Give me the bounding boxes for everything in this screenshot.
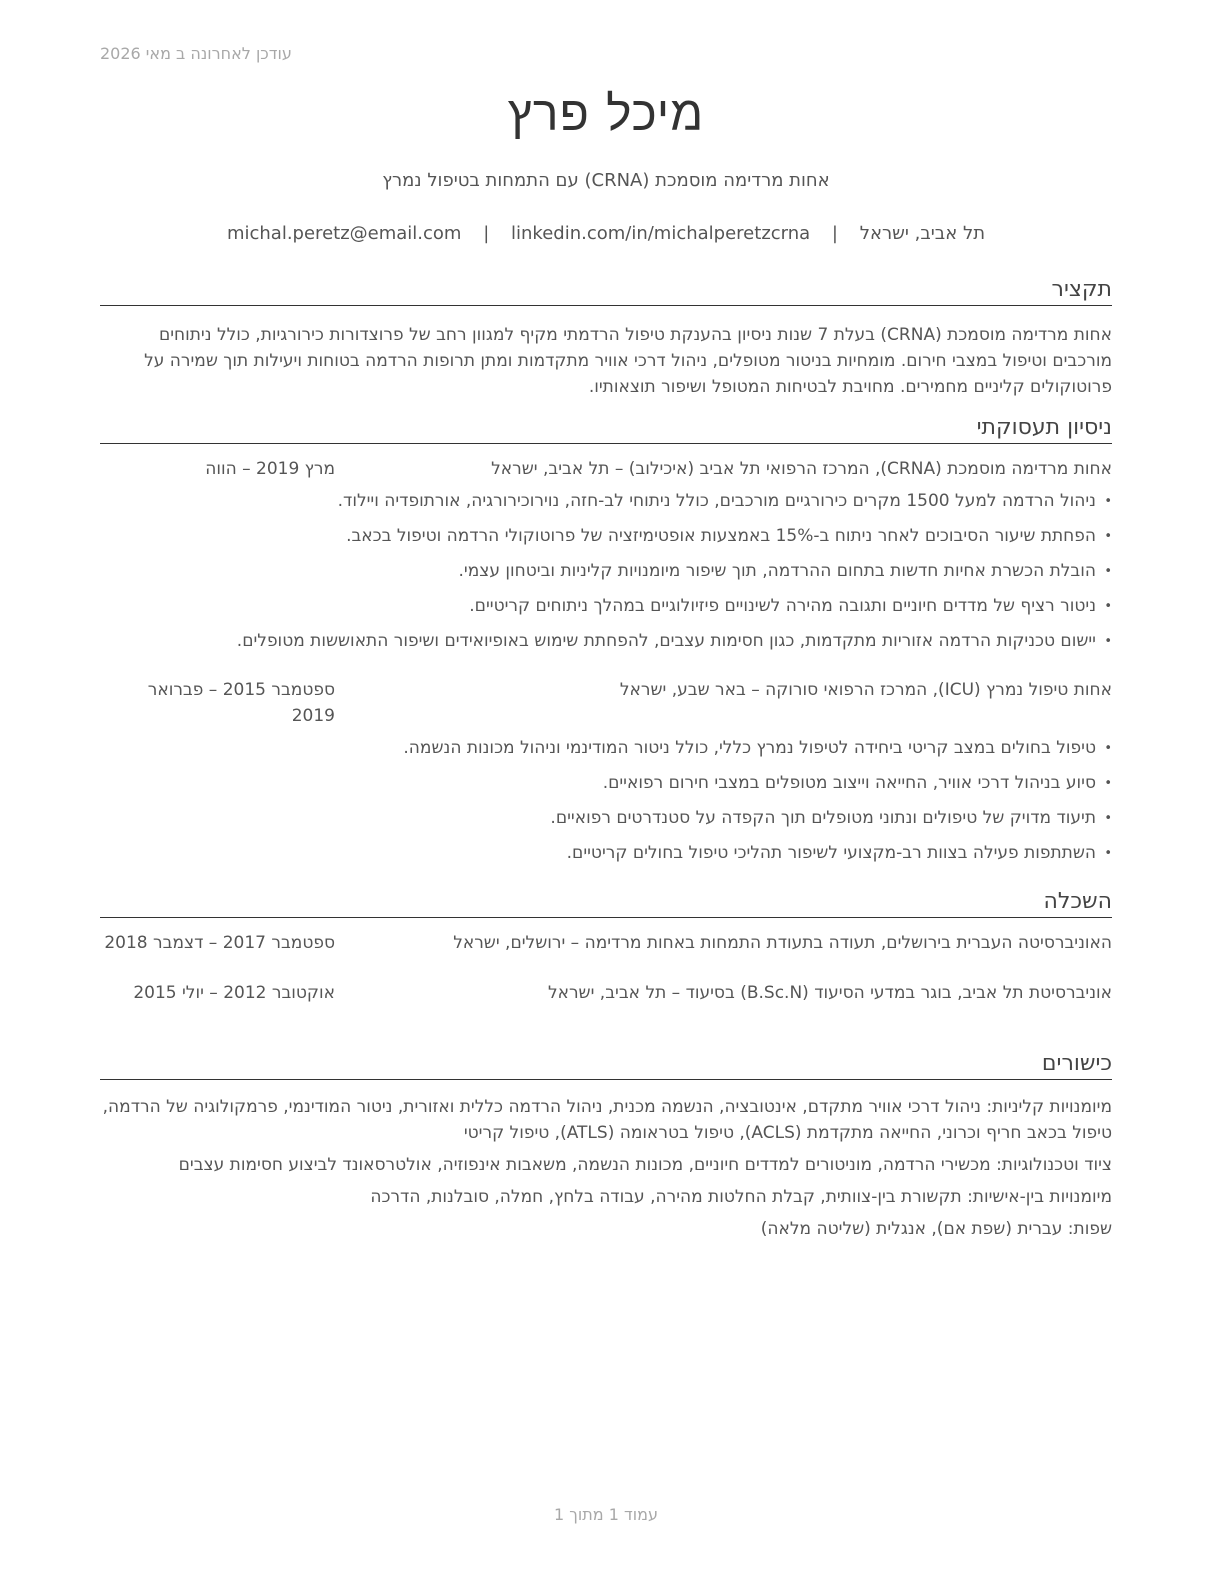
job-entry [100,456,1112,482]
job-org: אחות מרדימה מוסמכת (CRNA), המרכז הרפואי תל אביב (איכילוב) – תל אביב, ישראל [491,459,1112,479]
contact-separator: | [831,223,838,244]
summary-section [100,276,1112,400]
job-entry [100,677,1112,729]
list-item: • תיעוד מדויק של טיפולים ונתוני מטופלים תוך הקפדה על סטנדרטים רפואיים. [100,801,1112,836]
list-item: • סיוע בניהול דרכי אוויר, החייאה וייצוב מטופלים במצבי חירום רפואיים. [100,766,1112,801]
list-item: • יישום טכניקות הרדמה אזוריות מתקדמות, כגון חסימות עצבים, להפחתת שימוש באופיואידים ושיפור התאוששות מטופלים. [100,624,1112,659]
job-org: אחות טיפול נמרץ (ICU), המרכז הרפואי סורוקה – באר שבע, ישראל [619,680,1112,700]
job-bullets [100,484,1112,659]
list-item: • השתתפות פעילה בצוות רב-מקצועי לשיפור תהליכי טיפול בחולים קריטיים. [100,836,1112,871]
list-item: • ניטור רציף של מדדים חיוניים ותגובה מהירה לשינויים פיזיולוגיים במהלך ניתוחים קריטיים. [100,589,1112,624]
contact-email[interactable]: michal.peretz@email.com [226,223,462,244]
skill-line: מיומנויות קליניות: ניהול דרכי אוויר מתקדם, אינטובציה, הנשמה מכנית, ניהול הרדמה כללית ואזורית, ניטור המודינמי, פרמקולוגיה של הרדמה, טיפול בכאב חריף וכרוני, החייאה מתקדמת (ACLS), טיפול בטראומה (ATLS), טיפול קריטי [102,1097,1112,1143]
contact-location: תל אביב, ישראל [859,223,986,244]
skills-section [100,1050,1112,1242]
job-date: ספטמבר 2015 – פברואר 2019 [147,680,335,726]
list-item: • הובלת הכשרת אחיות חדשות בתחום ההרדמה, תוך שיפור מיומנויות קליניות וביטחון עצמי. [100,554,1112,589]
summary-text: אחות מרדימה מוסמכת (CRNA) בעלת 7 שנות ניסיון בהענקת טיפול הרדמתי מקיף למגוון רחב של פרוצדורות כירורגיות, כולל ניתוחים מורכבים וטיפול במצבי חירום. מומחיות בניטור מטופלים, ניהול דרכי אוויר מתקדמות ומתן תרופות הרדמה בטוחות ויעילות תוך שמירה על פרוטוקולים קליניים מחמירים. מחויבת לבטיחות המטופל ושיפור תוצאותיו. [144,325,1112,397]
education-entry [100,930,1112,956]
candidate-title: אחות מרדימה מוסמכת (CRNA) עם התמחות בטיפול נמרץ [382,170,830,191]
resume-page [100,0,1112,1584]
experience-section [100,414,1112,871]
skill-line: שפות: עברית (שפת אם), אנגלית (שליטה מלאה) [760,1219,1112,1239]
education-section [100,888,1112,1006]
education-entry [100,980,1112,1006]
job-date: מרץ 2019 – הווה [205,459,335,479]
education-org: האוניברסיטה העברית בירושלים, תעודה בתעודת התמחות באחות מרדימה – ירושלים, ישראל [453,933,1112,953]
last-updated: עודכן לאחרונה ב מאי 2026 [100,44,292,63]
education-org: אוניברסיטת תל אביב, בוגר במדעי הסיעוד (B.Sc.N) בסיעוד – תל אביב, ישראל [547,983,1112,1003]
job-bullets [100,731,1112,871]
contact-separator: | [483,223,490,244]
section-heading: כישורים [100,1050,1112,1080]
contact-linkedin[interactable]: linkedin.com/in/michalperetzcrna [511,223,811,244]
candidate-name: מיכל פרץ [507,86,705,142]
education-date: אוקטובר 2012 – יולי 2015 [133,983,335,1003]
skill-line: מיומנויות בין-אישיות: תקשורת בין-צוותית, קבלת החלטות מהירה, עבודה בלחץ, חמלה, סובלנות, הדרכה [370,1187,1112,1207]
contact-line [100,223,1112,244]
list-item: • הפחתת שיעור הסיבוכים לאחר ניתוח ב-15% באמצעות אופטימיזציה של פרוטוקולי הרדמה וטיפול בכאב. [100,519,1112,554]
list-item: • טיפול בחולים במצב קריטי ביחידה לטיפול נמרץ כללי, כולל ניטור המודינמי וניהול מכונות הנשמה. [100,731,1112,766]
list-item: • ניהול הרדמה למעל 1500 מקרים כירורגיים מורכבים, כולל ניתוחי לב-חזה, נוירוכירורגיה, אורתופדיה ויילוד. [100,484,1112,519]
section-heading: השכלה [100,888,1112,918]
education-date: ספטמבר 2017 – דצמבר 2018 [104,933,335,953]
skill-line: ציוד וטכנולוגיות: מכשירי הרדמה, מוניטורים למדדים חיוניים, מכונות הנשמה, משאבות אינפוזיה, אולטרסאונד לביצוע חסימות עצבים [178,1155,1112,1175]
section-heading: ניסיון תעסוקתי [100,414,1112,444]
page-number: עמוד 1 מתוך 1 [554,1505,658,1524]
section-heading: תקציר [100,276,1112,306]
